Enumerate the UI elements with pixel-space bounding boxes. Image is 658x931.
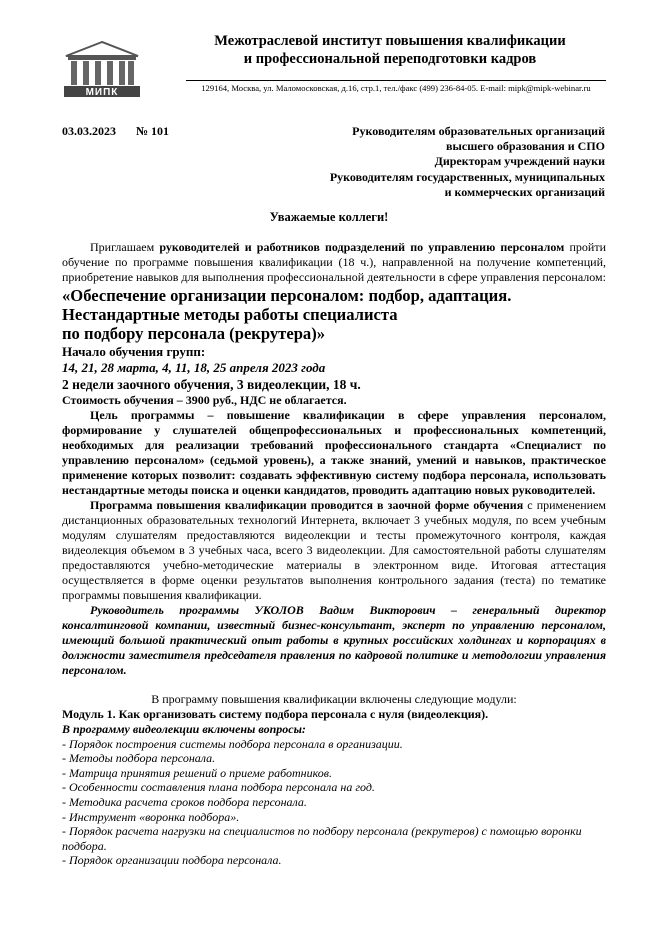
questions-list [62, 737, 606, 868]
course-title-line-1: «Обеспечение организации персоналом: подбор, адаптация. [62, 286, 512, 305]
document-date: 03.03.2023 [62, 124, 116, 138]
intro-bold: руководителей и работников подразделений по управлению персоналом [159, 240, 565, 254]
letter-body [62, 240, 606, 868]
course-title [62, 286, 606, 344]
start-dates: 14, 21, 28 марта, 4, 11, 18, 25 апреля 2023 года [62, 359, 326, 375]
recipient-line: и коммерческих организаций [444, 184, 605, 199]
program-author-paragraph: Руководитель программы УКОЛОВ Вадим Викторович – генеральный директор консалтинговой компании, известный бизнес-консультант, эксперт по управлению персоналом, имеющий большой практический опыт работы в крупных российских холдингах и корпорациях в должности заместителя председателя правления по кадровой политике и методологии управления персоналом. [62, 602, 606, 677]
price-line: Стоимость обучения – 3900 руб., НДС не облагается. [62, 392, 347, 407]
program-goal-paragraph: Цель программы – повышение квалификации в сфере управления персоналом, формирование у слушателей общепрофессиональных и профессиональных компетенций, необходимых для реализации требований профессионального стандарта «Специалист по управлению персоналом» (седьмой уровень), а также знаний, умений и навыков, практическое применение которых позволит: создавать эффективную систему подбора персонала, использовать нестандартные методы поиска и оценки кандидатов, проводить адаптацию новых руководителей. [62, 407, 606, 497]
list-item: - Методика расчета сроков подбора персонала. [62, 794, 307, 809]
recipient-line: высшего образования и СПО [446, 139, 605, 154]
document-number: № 101 [136, 124, 170, 138]
list-item: - Инструмент «воронка подбора». [62, 809, 240, 824]
recipient-line: Руководителям государственных, муниципальных [329, 169, 605, 184]
program-format-paragraph [62, 498, 606, 603]
organization-address: 129164, Москва, ул. Маломосковская, д.16, стр.1, тел./факс (499) 236-84-05. E-mail: mipk@mipk-webinar.ru [201, 83, 591, 93]
program-format-bold: Программа повышения квалификации проводится в заочной форме обучения [90, 497, 524, 512]
header-divider [186, 80, 606, 81]
greeting: Уважаемые коллеги! [269, 210, 389, 224]
start-label: Начало обучения групп: [62, 343, 206, 359]
list-item: - Методы подбора персонала. [62, 751, 216, 766]
course-title-line-3: по подбору персонала (рекрутера)» [62, 324, 326, 344]
list-item: - Порядок расчета нагрузки на специалистов по подбору персонала (рекрутеров) с помощью воронки подбора. [62, 824, 582, 853]
institute-building-logo-icon [62, 40, 142, 98]
recipient-line: Руководителям образовательных организаций [352, 124, 605, 138]
organization-name-line-2: и профессиональной переподготовки кадров [243, 51, 537, 67]
list-item: - Порядок построения системы подбора персонала в организации. [62, 736, 403, 751]
questions-heading: В программу видеолекции включены вопросы: [62, 721, 306, 736]
organization-name [180, 32, 600, 68]
modules-intro: В программу повышения квалификации включены следующие модули: [151, 691, 517, 706]
list-item: - Особенности составления плана подбора персонала на год. [62, 780, 375, 795]
course-title-line-2: Нестандартные методы работы специалиста [62, 305, 398, 325]
intro-lead: Приглашаем [90, 240, 160, 254]
program-format-rest: с применением дистанционных образовательных технологий Интернета, включает 3 учебных модуля, по всем учебным модулям слушателям предоставляются видеолекции и тесты промежуточного контроля, каждая видеолекция объемом в 3 учебных часа, всего 3 видеолекции. Для самостоятельной работы слушателям предоставляются учебно-методические материалы в электронном виде. Итоговая аттестация осуществляется в форме оценки результатов выполнения контрольного задания (теста) по тематике программы повышения квалификации. [62, 497, 606, 602]
list-item: - Матрица принятия решений о приеме работников. [62, 765, 332, 780]
intro-paragraph [62, 240, 606, 285]
module-1-title: Модуль 1. Как организовать систему подбора персонала с нуля (видеолекция). [62, 706, 489, 721]
logo-text: МИПК [85, 87, 119, 98]
recipient-line: Директорам учреждений науки [434, 154, 605, 169]
spacer [62, 678, 606, 692]
list-item: - Порядок организации подбора персонала. [62, 853, 282, 868]
intro-rest: пройти обучение по программе повышения квалификации (18 ч.), направленной на получение компетенций, приобретение навыков для выполнения профессиональной деятельности в сфере управления персоналом: [62, 240, 607, 284]
recipients-block [245, 124, 605, 200]
format-line: 2 недели заочного обучения, 3 видеолекции, 18 ч. [62, 376, 361, 392]
organization-name-line-1: Межотраслевой институт повышения квалификации [214, 33, 566, 49]
